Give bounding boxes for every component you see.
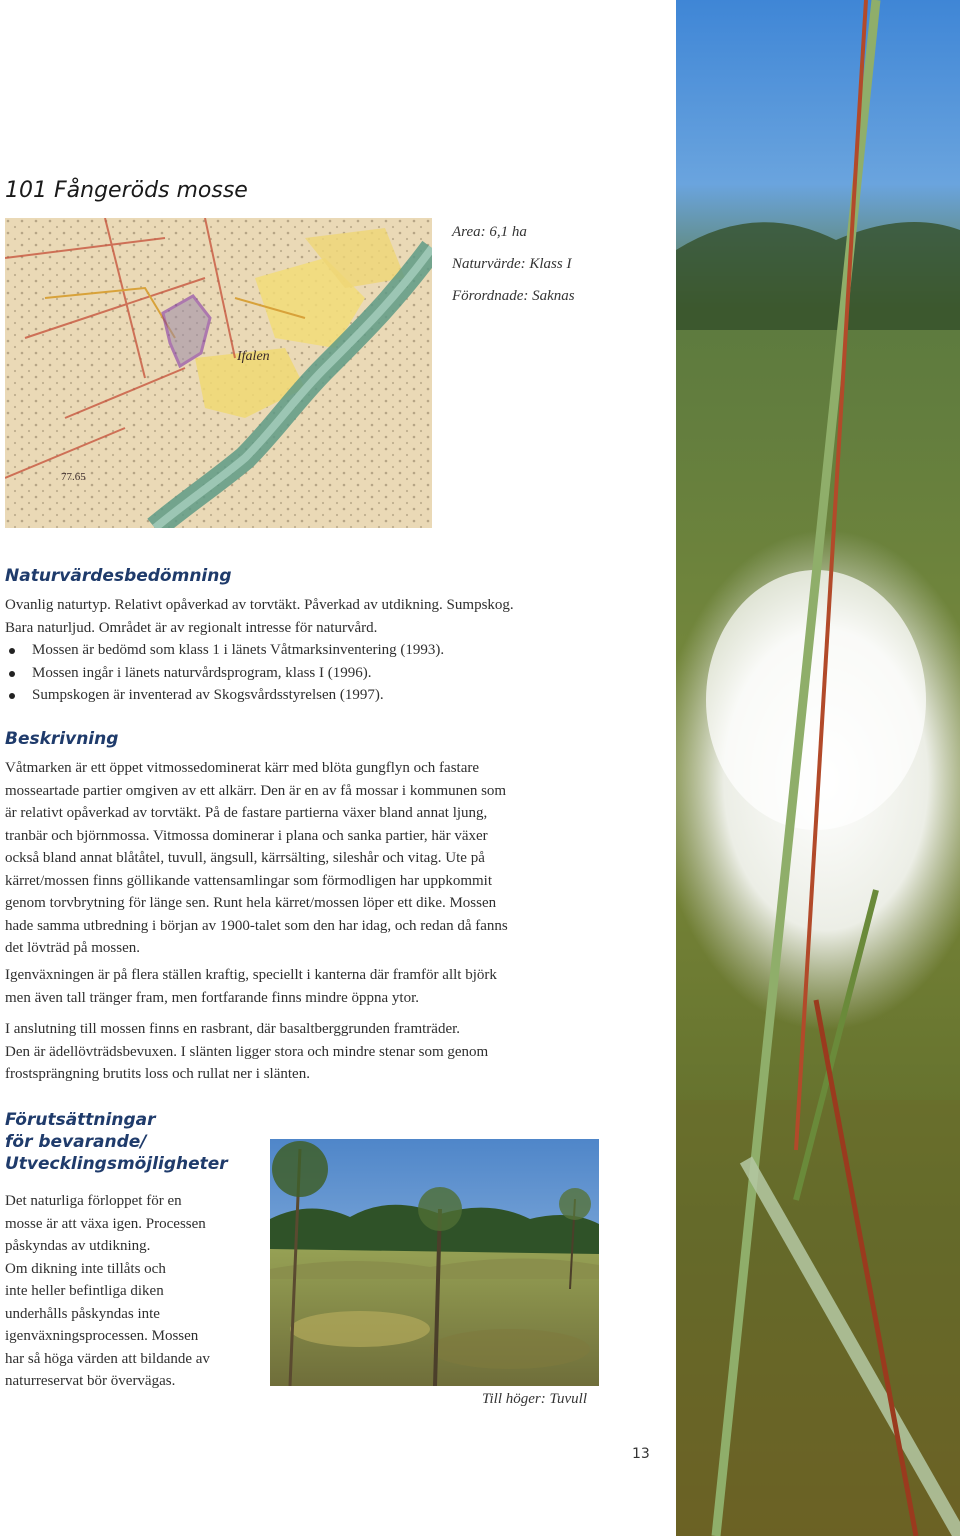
- natur-line: Bara naturljud. Området är av regionalt intresse för naturvård.: [5, 619, 378, 636]
- heading-forutsattningar: Förutsättningar för bevarande/ Utvecklingsmöjligheter: [5, 1110, 228, 1174]
- heading-naturvardesbedomning: Naturvärdesbedömning: [5, 566, 232, 586]
- cotton-grass-photo: [676, 0, 960, 1536]
- area-text: Area: 6,1 ha: [452, 224, 527, 240]
- photo-caption: Till höger: Tuvull: [482, 1391, 588, 1407]
- bullet-item: Sumpskogen är inventerad av Skogsvårdsstyrelsen (1997).: [5, 684, 645, 707]
- beskrivning-paragraph-2: Igenväxningen är på flera ställen kraftig, speciellt i kanterna där framför allt björk men även tall tränger fram, men fortfarande finns mindre öppna ytor.: [5, 967, 497, 1006]
- bullet-dot: [9, 648, 15, 654]
- beskrivning-paragraph-1: Våtmarken är ett öppet vitmossedominerat kärr med blöta gungflyn och fastare mosseartade partier omgiven av ett alkärr. Den är en av få mossar i kommunen som är relativt opåverkad av torvtäkt. På de fastare partierna växer bland annat ljung, tranbär och björnmossa. Vitmossa dominerar i plana och sanka partier, här växer också bland annat blåtåtel, tuvull, ängsull, kärrsälting, sileshår och vitag. Ute på kärret/mossen finns göllikande vattensamlingar som förmodligen har uppkommit genom torvbrytning för länge sen. Runt hela kärret/mossen löper ett dike. Mossen hade samma utbredning i början av 1900-talet som den har idag, och redan då fanns det lövträd på mossen.: [5, 760, 508, 956]
- site-meta: [452, 222, 575, 318]
- natur-bullets: [5, 639, 645, 707]
- beskrivning-paragraph-3: I anslutning till mossen finns en rasbrant, där basaltberggrunden framträder. Den är ädellövträdsbevuxen. I slänten ligger stora och mindre stenar som genom frostsprängning brutits loss och rullat ner i slänten.: [5, 1021, 489, 1082]
- forordnade-text: Förordnade: Saknas: [452, 288, 575, 304]
- map-label-number: 77.65: [61, 471, 86, 483]
- heading-beskrivning: Beskrivning: [5, 729, 119, 749]
- page-number: 13: [632, 1446, 650, 1462]
- natur-line: Ovanlig naturtyp. Relativt opåverkad av torvtäkt. Påverkad av utdikning. Sumpskog.: [5, 597, 514, 613]
- natur-text: [5, 594, 645, 707]
- map-label-place: Ifalen: [237, 349, 270, 364]
- page-title: 101 Fångeröds mosse: [5, 178, 248, 203]
- forutsattningar-text: Det naturliga förloppet för en mosse är att växa igen. Processen påskyndas av utdikning. Om dikning inte tillåts och inte heller befintliga diken underhålls påskyndas inte igenväxningsprocessen. Mossen har så höga värden att bildande av naturreservat bör övervägas.: [5, 1193, 210, 1389]
- bullet-item: Mossen är bedömd som klass 1 i länets Våtmarksinventering (1993).: [5, 639, 645, 662]
- bullet-dot: [9, 693, 15, 699]
- historic-map-image: [5, 218, 432, 528]
- bullet-dot: [9, 671, 15, 677]
- bog-landscape-photo: [270, 1139, 599, 1386]
- naturvarde-text: Naturvärde: Klass I: [452, 256, 572, 272]
- bullet-item: Mossen ingår i länets naturvårdsprogram, klass I (1996).: [5, 662, 645, 685]
